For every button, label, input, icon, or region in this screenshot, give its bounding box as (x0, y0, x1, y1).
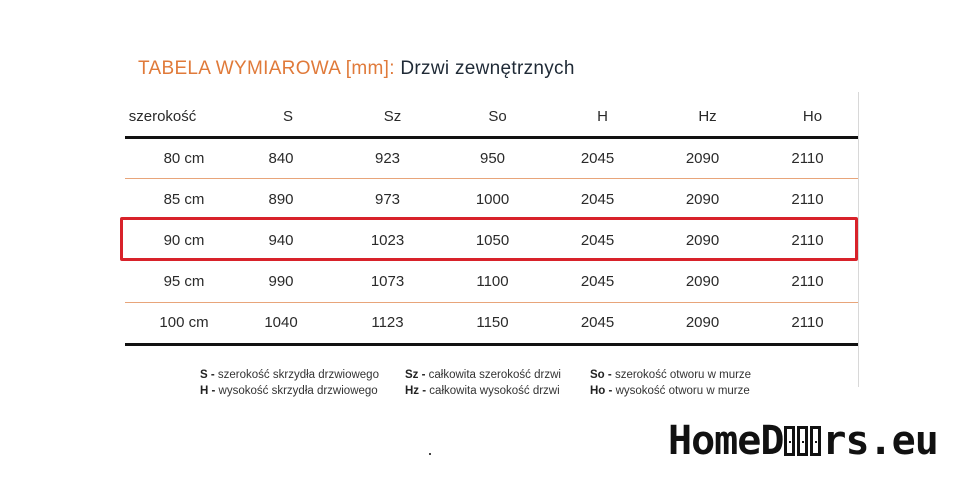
table-cell: 950 (479, 150, 506, 167)
table-cell: 2090 (685, 191, 720, 208)
table-cell: 923 (374, 150, 401, 167)
table-cell: 1000 (475, 191, 510, 208)
table-cell: 1050 (475, 232, 510, 249)
table-cell: 1123 (371, 314, 404, 331)
table-cell: 1073 (370, 273, 405, 290)
table-cell: 2045 (580, 191, 615, 208)
table-cell: 80 cm (163, 150, 205, 167)
logo-prefix: HomeD (668, 418, 784, 464)
table-cell: 2110 (791, 191, 824, 208)
door-icon (810, 426, 821, 456)
legend-item: So - szerokość otworu w murze (590, 369, 752, 381)
table-cell: 2110 (791, 232, 824, 249)
table-cell: 2110 (791, 314, 824, 331)
title-label: TABELA WYMIAROWA [mm]: (138, 58, 395, 79)
legend-item: Hz - całkowita wysokość drzwi (405, 385, 560, 397)
table-cell: 95 cm (163, 273, 205, 290)
table-cell: 85 cm (163, 191, 205, 208)
title-subject: Drzwi zewnętrznych (400, 58, 575, 79)
table-cell: 2045 (580, 314, 615, 331)
header-cell: Hz (698, 107, 717, 125)
header-cell: So (488, 107, 507, 125)
header-cell: H (597, 107, 608, 125)
table-cell: 2090 (685, 273, 720, 290)
table-cell: 1023 (370, 232, 405, 249)
table-cell: 2045 (580, 150, 615, 167)
legend-item: Ho - wysokość otworu w murze (590, 385, 750, 397)
table-cell: 90 cm (163, 232, 205, 249)
header-cell: szerokość (128, 107, 197, 125)
table-cell: 1100 (476, 273, 509, 290)
legend-item: H - wysokość skrzydła drzwiowego (200, 385, 378, 397)
door-icon (784, 426, 795, 456)
table-cell: 2090 (685, 232, 720, 249)
table-row (125, 138, 858, 179)
table-cell: 2110 (791, 273, 824, 290)
legend-item: Sz - całkowita szerokość drzwi (405, 369, 561, 381)
table-bottom-border (125, 343, 858, 346)
legend-item: S - szerokość skrzydła drzwiowego (200, 369, 379, 381)
header-cell: Ho (802, 107, 823, 125)
table-cell: 940 (268, 232, 294, 249)
table-cell: 990 (268, 273, 294, 290)
header-cell: S (282, 107, 293, 125)
legend-column-1 (200, 367, 379, 399)
homedoors-logo (668, 418, 938, 464)
table-cell: 100 cm (159, 314, 209, 331)
table-cell: 2090 (685, 314, 720, 331)
table-cell: 1040 (264, 314, 298, 331)
legend-column-2 (405, 367, 561, 399)
table-header-row (125, 96, 858, 136)
stray-dot (429, 453, 431, 455)
table-cell: 890 (268, 191, 294, 208)
table-row (125, 302, 858, 343)
table-cell: 2045 (580, 273, 615, 290)
table-row (125, 261, 858, 302)
header-cell: Sz (383, 107, 402, 125)
table-cell: 1150 (476, 314, 509, 331)
page-title (138, 58, 575, 80)
door-icon (797, 426, 808, 456)
logo-suffix: rs.eu (822, 418, 938, 464)
table-cell: 973 (374, 191, 401, 208)
legend-column-3 (590, 367, 751, 399)
table-cell: 2045 (580, 232, 615, 249)
table-cell: 840 (268, 150, 294, 167)
highlight-frame (120, 217, 858, 261)
table-cell: 2110 (791, 150, 824, 167)
table-row (125, 179, 858, 220)
table-cell: 2090 (685, 150, 720, 167)
